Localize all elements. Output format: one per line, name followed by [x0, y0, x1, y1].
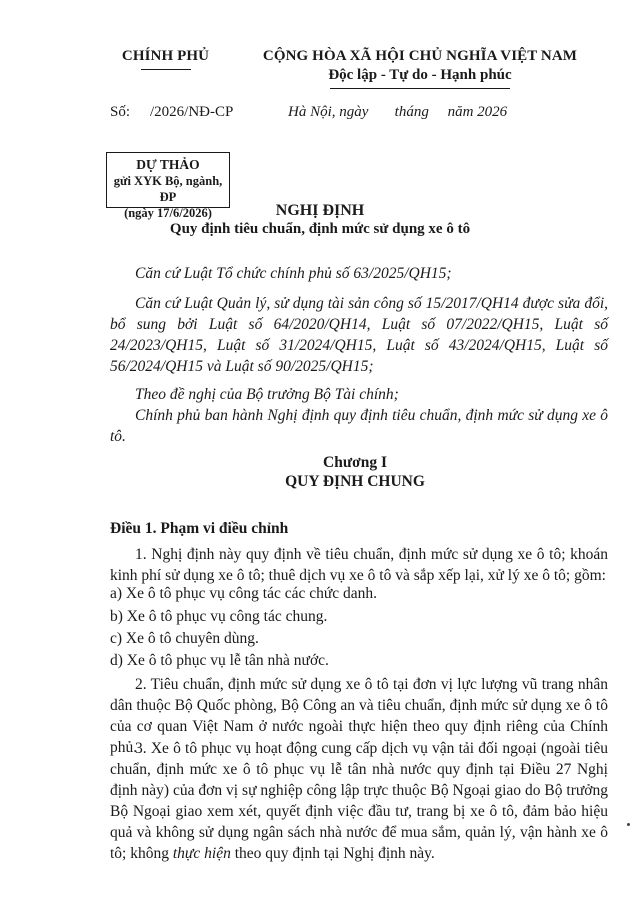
- number-label: Số:: [110, 104, 131, 120]
- motto-underline: [330, 88, 510, 89]
- preamble-basis-1: Căn cứ Luật Tổ chức chính phủ số 63/2025/QH15;: [135, 265, 452, 282]
- issuer-block: [108, 47, 223, 70]
- draft-label: DỰ THẢO: [136, 157, 200, 172]
- article-1-clause-3: 3. Xe ô tô phục vụ hoạt động cung cấp dịch vụ vận tải đối ngoại (ngoài tiêu chuẩn, định mức xe ô tô phục vụ lễ tân nhà nước quy định tại Điều 27 Nghị định này) của đơn vị sự nghiệp công lập trực thuộc Bộ Ngoại giao do Bộ trưởng Bộ Ngoại giao xem xét, quyết định việc đầu tư, trang bị xe ô tô, đảm bảo hiệu quả và không sử dụng ngân sách nhà nước để mua sắm, quản lý, vận hành xe ô tô; không thực hiện theo quy định tại Nghị định này.: [110, 740, 608, 862]
- document-type: NGHỊ ĐỊNH: [275, 202, 365, 219]
- article-1-clause-2: 2. Tiêu chuẩn, định mức sử dụng xe ô tô tại đơn vị lực lượng vũ trang nhân dân thuộc Bộ Quốc phòng, Bộ Công an và tiêu chuẩn, định mức sử dụng xe ô tô của cơ quan Việt Nam ở nước ngoài thực hiện theo quy định riêng của Chính phủ.: [110, 676, 608, 756]
- emphasis-text: thực hiện: [172, 845, 231, 862]
- article-1-clause-1: 1. Nghị định này quy định về tiêu chuẩn, định mức sử dụng xe ô tô; khoán kinh phí sử dụng xe ô tô; thuê dịch vụ xe ô tô và sắp xếp lại, xử lý xe ô tô; gồm:: [110, 546, 608, 584]
- document-subject: Quy định tiêu chuẩn, định mức sử dụng xe ô tô: [169, 221, 471, 237]
- draft-recipients: gửi XYK Bộ, ngành, ĐP: [113, 174, 223, 204]
- article-1-item-d: d) Xe ô tô phục vụ lễ tân nhà nước.: [110, 652, 329, 669]
- article-1-item-c: c) Xe ô tô chuyên dùng.: [110, 630, 259, 647]
- scan-mark: [627, 823, 630, 826]
- national-title-block: [250, 47, 590, 89]
- draft-date: (ngày 17/6/2026): [124, 206, 212, 220]
- preamble-enactment: Chính phủ ban hành Nghị định quy định tiêu chuẩn, định mức sử dụng xe ô tô.: [110, 407, 608, 445]
- draft-stamp: [106, 152, 230, 220]
- chapter-name: QUY ĐỊNH CHUNG: [285, 473, 425, 490]
- place-and-date: Hà Nội, ngày tháng năm 2026: [288, 104, 508, 120]
- national-title: CỘNG HÒA XÃ HỘI CHỦ NGHĨA VIỆT NAM: [262, 48, 578, 64]
- document-number: [110, 104, 233, 121]
- preamble-proposal: Theo đề nghị của Bộ trưởng Bộ Tài chính;: [135, 386, 399, 403]
- number-value: /2026/NĐ-CP: [150, 104, 234, 120]
- article-1-item-b: b) Xe ô tô phục vụ công tác chung.: [110, 608, 328, 625]
- article-1-title: Điều 1. Phạm vi điều chỉnh: [110, 520, 289, 537]
- preamble-basis-2: Căn cứ Luật Quản lý, sử dụng tài sản công số 15/2017/QH14 được sửa đổi, bổ sung bởi Luật số 64/2020/QH14, Luật số 07/2022/QH15, Luật số 24/2023/QH15, Luật số 31/2024/QH15, Luật số 43/2024/QH15, Luật số 56/2024/QH15 và Luật số 90/2025/QH15;: [110, 295, 608, 375]
- national-motto: Độc lập - Tự do - Hạnh phúc: [328, 67, 512, 83]
- chapter-number: Chương I: [323, 454, 387, 471]
- article-1-item-a: a) Xe ô tô phục vụ công tác các chức danh.: [110, 585, 378, 602]
- issuer-underline: [141, 69, 191, 70]
- issuer-name: CHÍNH PHỦ: [121, 48, 210, 64]
